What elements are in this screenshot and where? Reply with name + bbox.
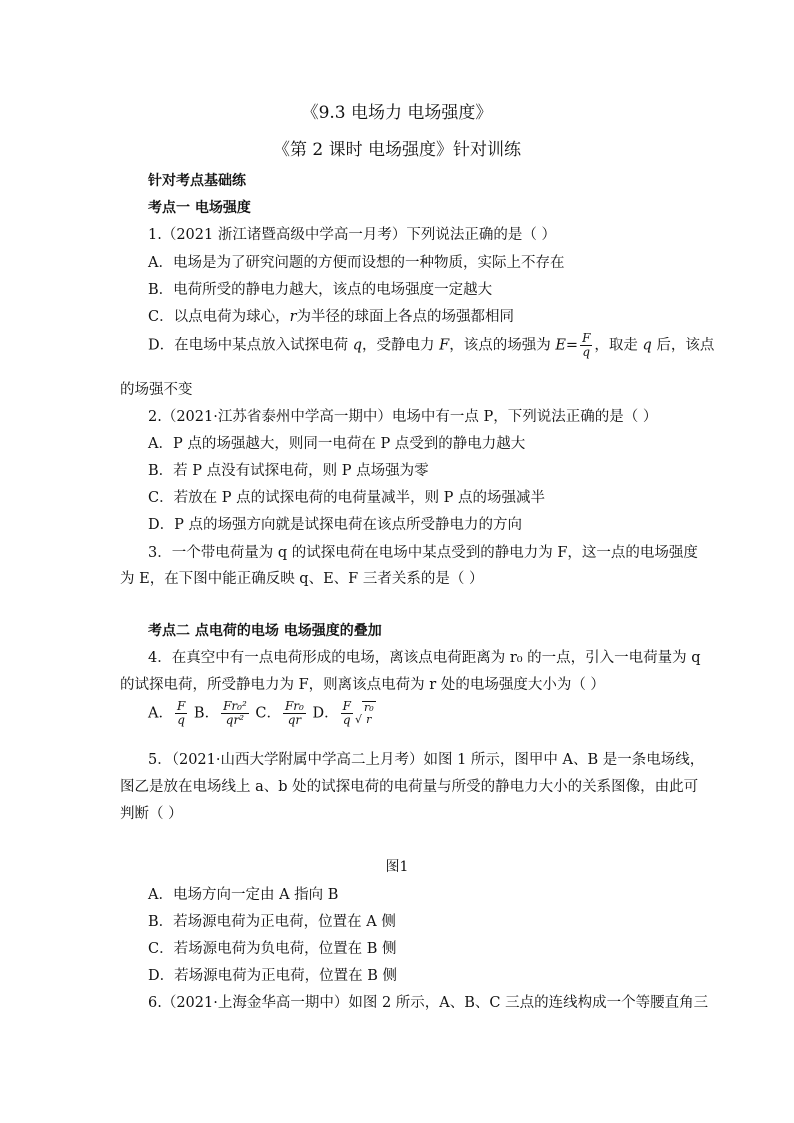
fraction-denominator: q bbox=[177, 713, 185, 727]
q1-option-d bbox=[148, 332, 714, 359]
q4-option-c-fraction bbox=[283, 700, 306, 727]
q4-option-b-label: B． bbox=[193, 705, 220, 722]
q4-option-d-sqrt: √ r₀ r bbox=[354, 701, 374, 726]
q2-option-c: C．若放在 P 点的试探电荷的电荷量减半，则 P 点的场强减半 bbox=[148, 490, 546, 506]
section-header: 针对考点基础练 bbox=[148, 173, 246, 189]
q1-option-c-pre: C．以点电荷为球心， bbox=[148, 309, 290, 325]
fraction-numerator: F bbox=[582, 331, 591, 345]
q1-option-d-text: ，取走 bbox=[594, 337, 643, 354]
q1-option-a: A．电场是为了研究问题的方便而设想的一种物质，实际上不存在 bbox=[148, 255, 565, 271]
radicand-numerator: r₀ bbox=[363, 701, 374, 714]
q1-option-d-q: q bbox=[352, 337, 363, 354]
fraction-numerator: Fr₀ bbox=[284, 699, 304, 713]
q1-option-b: B．电荷所受的静电力越大，该点的电场强度一定越大 bbox=[148, 282, 493, 298]
fraction-numerator: F bbox=[342, 699, 351, 713]
fraction-denominator: q bbox=[582, 345, 591, 359]
q1-option-c bbox=[148, 305, 514, 326]
q1-option-c-var: r bbox=[289, 309, 297, 325]
q4-option-c-label: C． bbox=[255, 705, 281, 722]
q3-line-2: 为 E，在下图中能正确反映 q、E、F 三者关系的是（ ） bbox=[120, 571, 484, 587]
fraction-denominator: qr² bbox=[225, 713, 245, 727]
q5-option-d: D．若场源电荷为正电荷，位置在 B 侧 bbox=[148, 968, 397, 984]
q1-stem: 1.（2021 浙江诸暨高级中学高一月考）下列说法正确的是（ ） bbox=[148, 227, 556, 243]
q5-line-2: 图乙是放在电场线上 a、b 处的试探电荷的电荷量与所受的静电力大小的关系图像，由此可 bbox=[120, 779, 699, 795]
q3-line-1: 3．一个带电荷量为 q 的试探电荷在电场中某点受到的静电力为 F，这一点的电场强度 bbox=[148, 545, 698, 561]
q1-option-d-text: D．在电场中某点放入试探电荷 bbox=[148, 337, 353, 354]
q1-option-d-text: 后，该点 bbox=[651, 337, 715, 354]
q4-option-a-fraction bbox=[175, 700, 187, 727]
q1-option-d-E: E bbox=[555, 337, 566, 354]
q4-option-a-label: A． bbox=[148, 705, 173, 722]
kaodian-1-heading: 考点一 电场强度 bbox=[148, 200, 251, 216]
q1-option-d-continued: 的场强不变 bbox=[120, 382, 193, 398]
q1-option-d-F: F bbox=[439, 337, 450, 354]
fraction-numerator: F bbox=[176, 699, 186, 713]
q4-option-d-fraction bbox=[341, 700, 353, 727]
q5-line-3: 判断（ ） bbox=[120, 806, 183, 822]
q5-option-c: C．若场源电荷为负电荷，位置在 B 侧 bbox=[148, 941, 397, 957]
q4-option-b-fraction bbox=[221, 700, 249, 727]
fraction-denominator: q bbox=[342, 713, 351, 727]
q4-options bbox=[148, 700, 376, 727]
doc-title: 《9.3 电场力 电场强度》 bbox=[301, 103, 493, 123]
q4-line-2: 的试探电荷，所受静电力为 F，则离该点电荷为 r 处的电场强度大小为（ ） bbox=[120, 677, 605, 693]
fraction-denominator: qr bbox=[287, 713, 302, 727]
q2-option-b: B．若 P 点没有试探电荷，则 P 点场强为零 bbox=[148, 463, 429, 479]
kaodian-2-heading: 考点二 点电荷的电场 电场强度的叠加 bbox=[148, 623, 382, 639]
q1-option-d-q: q bbox=[642, 337, 652, 354]
q5-option-a: A．电场方向一定由 A 指向 B bbox=[148, 887, 339, 903]
q1-option-d-eq: = bbox=[565, 337, 579, 354]
q1-option-d-text: ，受静电力 bbox=[362, 337, 440, 354]
q4-option-d-label: D． bbox=[312, 705, 339, 722]
q4-line-1: 4．在真空中有一点电荷形成的电场，离该点电荷距离为 r₀ 的一点，引入一电荷量为 q bbox=[148, 650, 701, 666]
q1-fraction bbox=[580, 332, 592, 359]
figure-1-caption: 图1 bbox=[385, 859, 409, 875]
q6-line-1: 6.（2021·上海金华高一期中）如图 2 所示，A、B、C 三点的连线构成一个等腰直角三 bbox=[148, 995, 709, 1011]
q1-option-c-post: 为半径的球面上各点的场强都相同 bbox=[296, 309, 515, 325]
q1-option-d-text: ，该点的场强为 bbox=[449, 337, 556, 354]
q5-line-1: 5．（2021·山西大学附属中学高二上月考）如图 1 所示，图甲中 A、B 是一条电场线， bbox=[148, 752, 705, 768]
doc-subtitle: 《第 2 课时 电场强度》针对训练 bbox=[272, 140, 522, 160]
q5-option-b: B．若场源电荷为正电荷，位置在 A 侧 bbox=[148, 914, 396, 930]
radicand-denominator: r bbox=[366, 713, 372, 726]
q2-option-a: A．P 点的场强越大，则同一电荷在 P 点受到的静电力越大 bbox=[148, 436, 526, 452]
fraction-numerator: Fr₀² bbox=[223, 699, 247, 713]
q2-stem: 2.（2021·江苏省泰州中学高一期中）电场中有一点 P，下列说法正确的是（ ） bbox=[148, 409, 658, 425]
q2-option-d: D．P 点的场强方向就是试探电荷在该点所受静电力的方向 bbox=[148, 517, 522, 533]
